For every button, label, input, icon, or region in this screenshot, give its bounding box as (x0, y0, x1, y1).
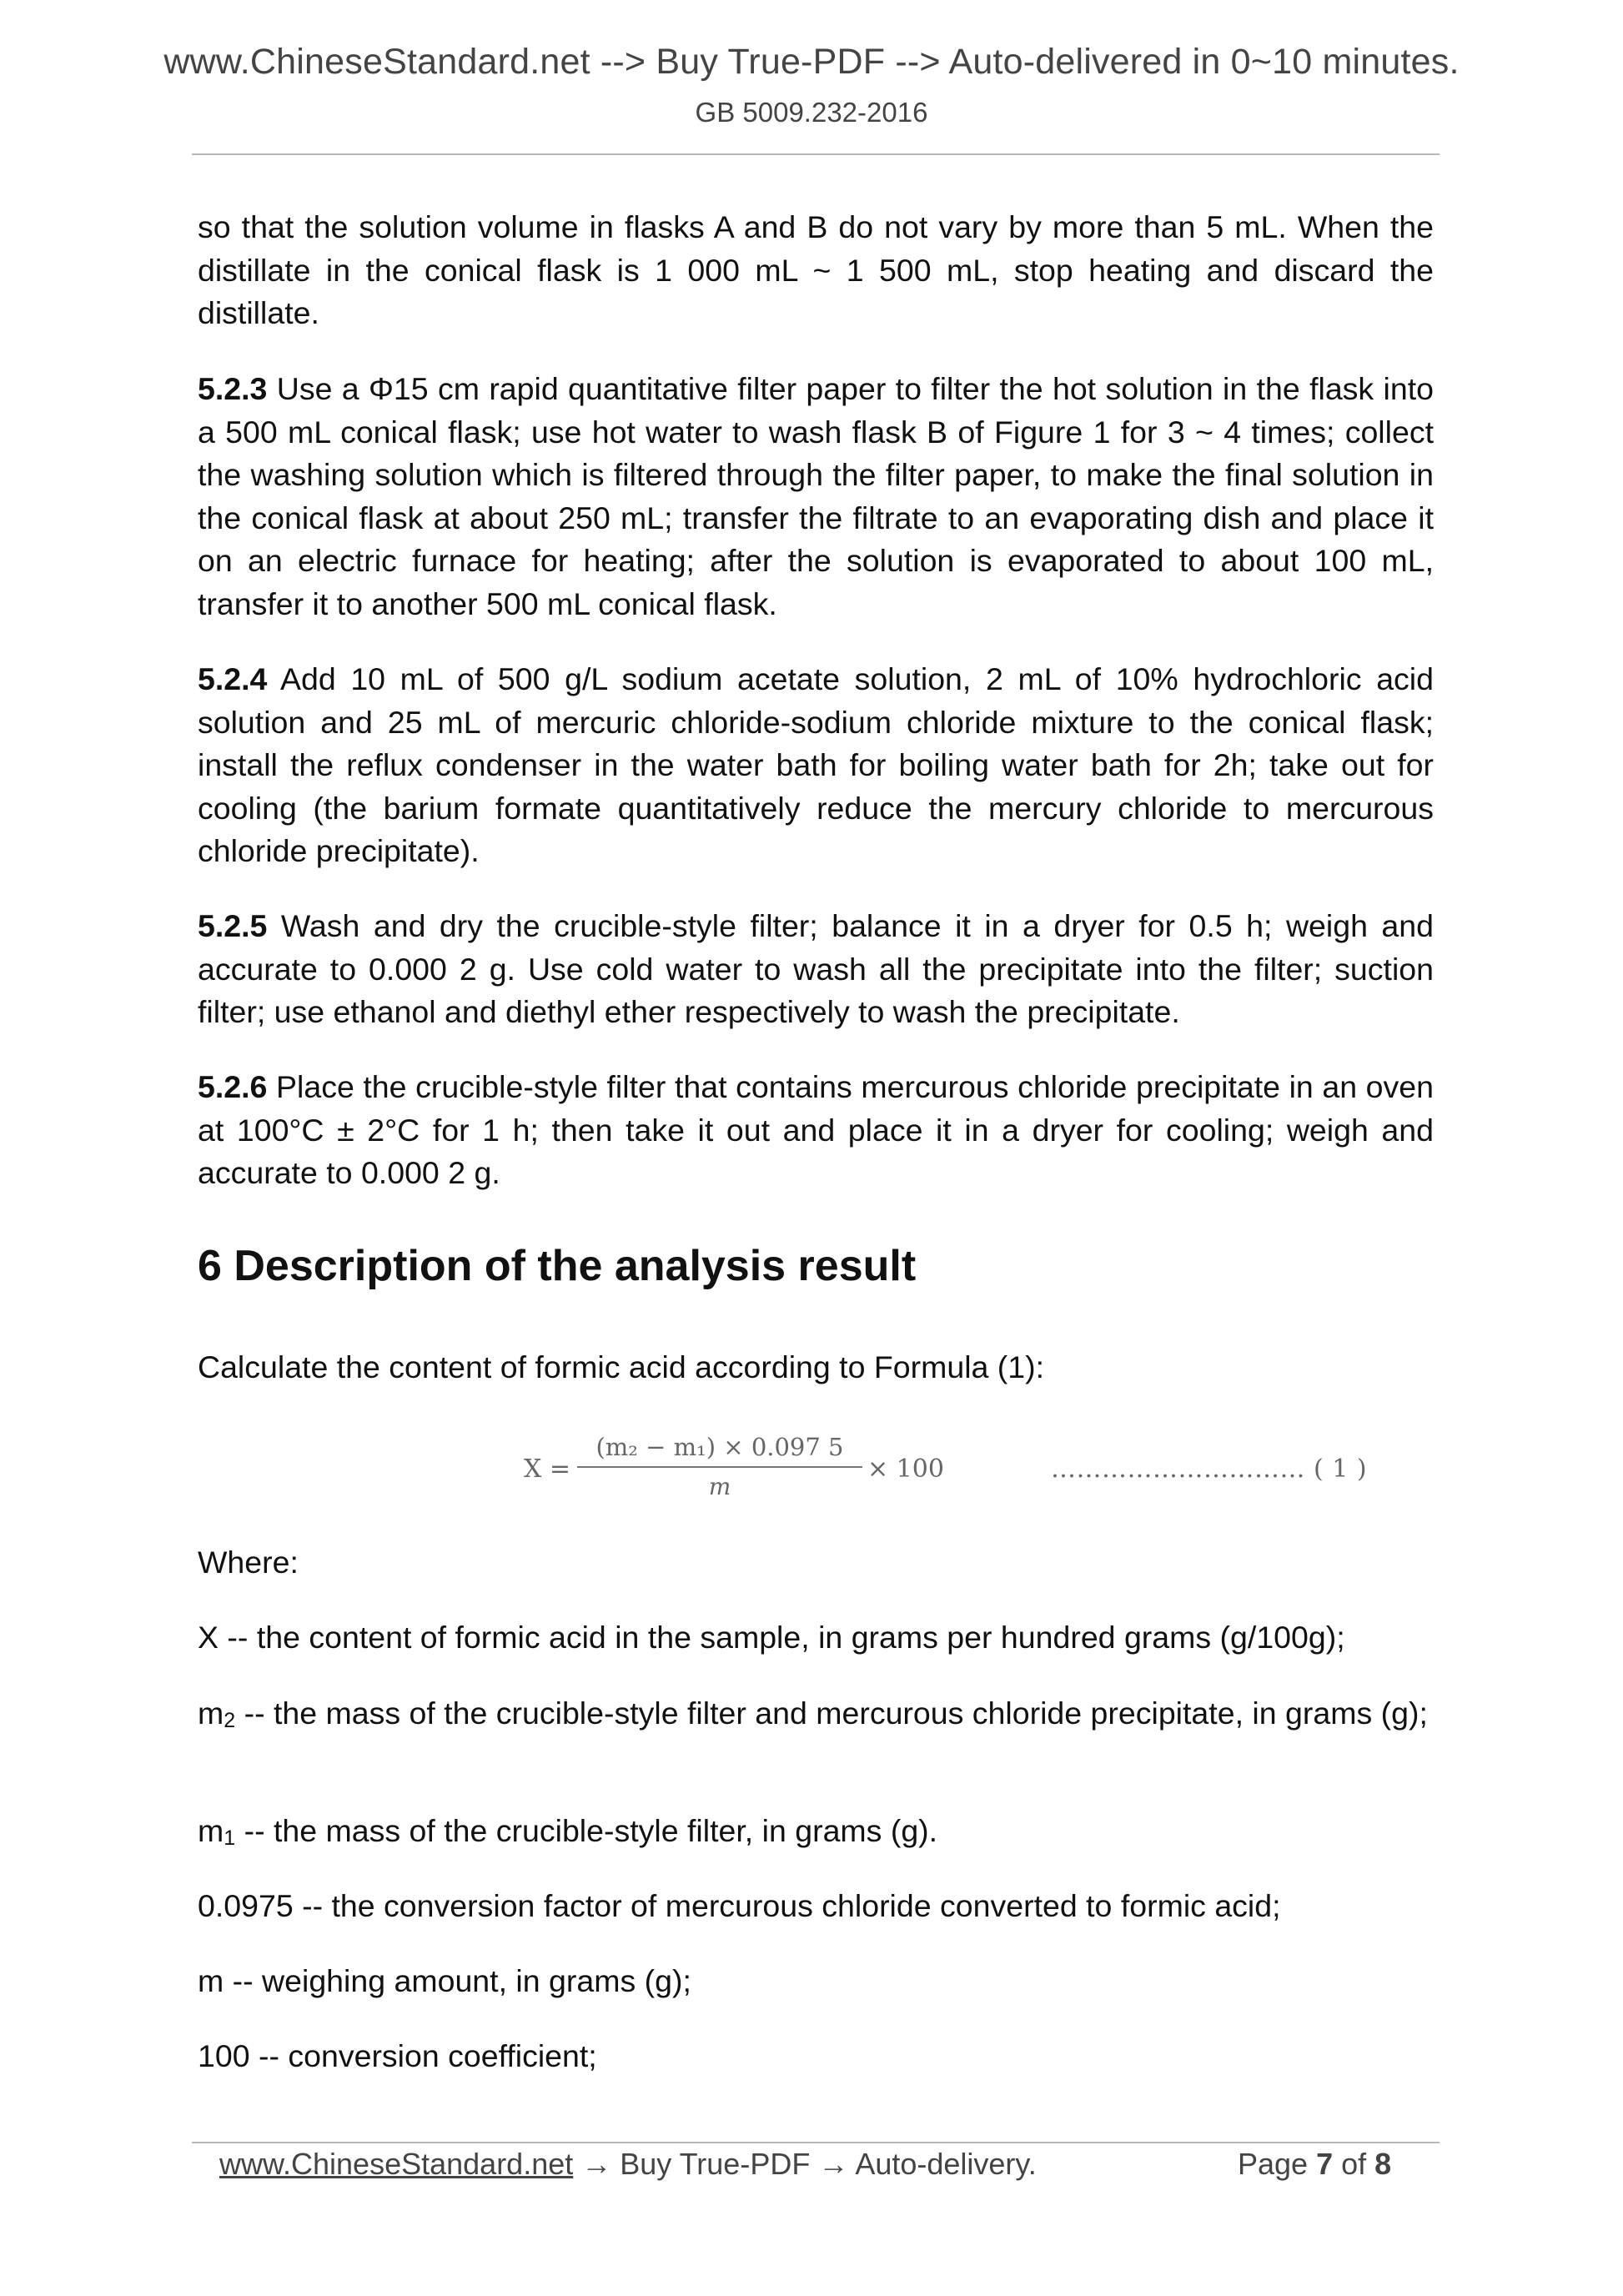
clause-number: 5.2.3 (198, 371, 268, 406)
formula-1 (517, 1418, 1435, 1518)
header-divider (192, 153, 1440, 155)
equation-number: ………………………… ( 1 ) (1051, 1454, 1368, 1484)
definition-x: X -- the content of formic acid in the sample, in grams per hundred grams (g/100g); (198, 1620, 1345, 1655)
clause-number: 5.2.6 (198, 1069, 268, 1104)
symbol: m (198, 1813, 224, 1848)
standard-code: GB 5009.232-2016 (695, 97, 928, 128)
section-heading: 6 Description of the analysis result (198, 1242, 917, 1290)
formula-lhs: X = (524, 1454, 571, 1484)
paragraph-text: Use a Φ15 cm rapid quantitative filter paper to filter the hot solution in the flask into a 500 mL conical flask; use hot water to wash flask B of Figure 1 for 3 ~ 4 times; collect the washing solution which is filtered through the filter paper, to make the final solution in the conical flask at about 250 mL; transfer the filtrate to an evaporating dish and place it on an electric furnace for heating; after the solution is evaporated to about 100 mL, transfer it to another 500 mL conical flask. (198, 371, 1434, 621)
paragraph-text: Wash and dry the crucible-style filter; balance it in a dryer for 0.5 h; weigh and accurate to 0.000 2 g. Use cold water to wash all the precipitate into the filter; suction filter; use ethanol and diethyl ether respectively to wash the precipitate. (198, 908, 1434, 1029)
definition-text: -- the mass of the crucible-style filter, in grams (g). (235, 1813, 938, 1848)
subscript: 1 (224, 1826, 236, 1850)
clause-number: 5.2.4 (198, 661, 268, 696)
definition-factor: 0.0975 -- the conversion factor of mercurous chloride converted to formic acid; (198, 1888, 1281, 1923)
definition-m1 (198, 1810, 1434, 1861)
where-label: Where: (198, 1545, 299, 1580)
formula-fraction (577, 1433, 862, 1500)
formula-numerator: (m₂ − m₁) × 0.097 5 (595, 1433, 844, 1461)
footer-site-link[interactable]: www.ChineseStandard.net (219, 2147, 574, 2181)
paragraph-5-2-6 (198, 1066, 1434, 1195)
symbol: m (198, 1696, 224, 1731)
formula-denominator: m (708, 1473, 731, 1500)
footer-text: → Buy True-PDF → Auto-delivery. (573, 2147, 1037, 2181)
subscript: 2 (224, 1709, 236, 1732)
page-label: Page (1238, 2147, 1317, 2181)
paragraph-continuation (198, 206, 1434, 335)
definition-m: m -- weighing amount, in grams (g); (198, 1963, 691, 1998)
paragraph-5-2-5 (198, 905, 1434, 1034)
paragraph-5-2-3 (198, 368, 1434, 625)
page-total: 8 (1374, 2147, 1392, 2181)
paragraph-text: so that the solution volume in flasks A and B do not vary by more than 5 mL. When the distillate in the conical flask is 1 000 mL ~ 1 500 mL, stop heating and discard the distillate. (198, 209, 1434, 330)
formula-multiplier: × 100 (867, 1454, 944, 1484)
clause-number: 5.2.5 (198, 908, 268, 943)
page-of: of (1333, 2147, 1375, 2181)
page-indicator (1238, 2147, 1391, 2182)
formula-intro: Calculate the content of formic acid according to Formula (1): (198, 1349, 1045, 1384)
header-banner[interactable]: www.ChineseStandard.net --> Buy True-PDF --> Auto-delivered in 0~10 minutes. (163, 42, 1460, 82)
paragraph-text: Add 10 mL of 500 g/L sodium acetate solution, 2 mL of 10% hydrochloric acid solution and 25 mL of mercuric chloride-sodium chloride mixture to the conical flask; install the reflux condenser in the water bath for boiling water bath for 2h; take out for cooling (the barium formate quantitatively reduce the mercury chloride to mercurous chloride precipitate). (198, 661, 1434, 868)
definition-100: 100 -- conversion coefficient; (198, 2038, 597, 2073)
paragraph-5-2-4 (198, 658, 1434, 873)
page-current: 7 (1316, 2147, 1334, 2181)
footer-links (219, 2147, 1037, 2182)
definition-text: -- the mass of the crucible-style filter and mercurous chloride precipitate, in grams (g); (235, 1696, 1428, 1731)
paragraph-text: Place the crucible-style filter that contains mercurous chloride precipitate in an oven at 100°C ± 2°C for 1 h; then take it out and place it in a dryer for cooling; weigh and accurate to 0.000 2 g. (198, 1069, 1434, 1190)
footer-divider (192, 2142, 1440, 2143)
definition-m2 (198, 1692, 1434, 1743)
